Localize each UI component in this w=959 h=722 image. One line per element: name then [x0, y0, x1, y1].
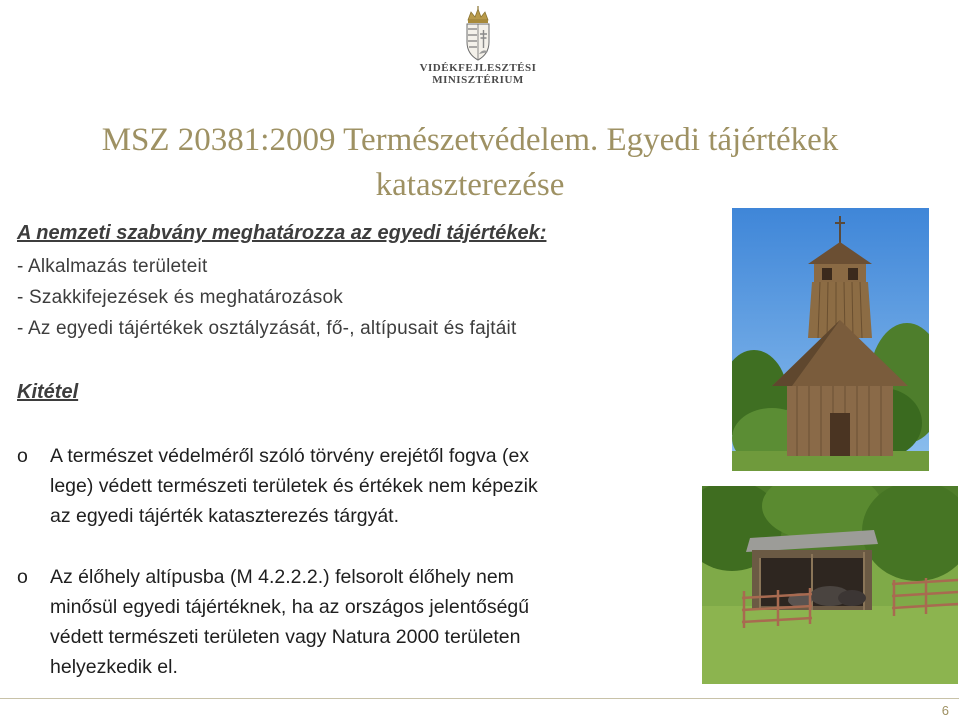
logo-text-line1: VIDÉKFEJLESZTÉSI — [419, 62, 537, 74]
logo-text-line2: MINISZTÉRIUM — [432, 74, 524, 86]
footer-divider — [0, 698, 959, 699]
slide-title-line2: kataszterezése — [375, 167, 565, 203]
bullet-marker: o — [17, 566, 28, 588]
ministry-logo — [413, 6, 543, 96]
bell-tower-photo — [732, 208, 929, 471]
bullet-1-line-3: az egyedi tájérték kataszterezés tárgyát. — [50, 505, 400, 527]
animal-shelter-photo — [702, 486, 958, 684]
dash-item-2: - Szakkifejezések és meghatározások — [17, 287, 343, 308]
coat-of-arms-icon — [463, 6, 493, 62]
slide-title — [20, 118, 920, 208]
slide-title-line1: MSZ 20381:2009 Természetvédelem. Egyedi tájértékek — [101, 122, 839, 158]
bullet-1-line-2: lege) védett természeti területek és értékek nem képezik — [50, 475, 538, 497]
dash-item-3: - Az egyedi tájértékek osztályzását, fő-, altípusait és fajtáit — [17, 318, 517, 339]
dash-item-1: - Alkalmazás területeit — [17, 256, 208, 277]
bullet-2-line-2: minősül egyedi tájértéknek, ha az országos jelentőségű — [50, 596, 530, 618]
kitetel-heading: Kitétel — [17, 381, 79, 403]
bullet-2-line-3: védett természeti területen vagy Natura 2000 területen — [50, 626, 521, 648]
bullet-1-line-1: A természet védelméről szóló törvény erejétől fogva (ex — [50, 445, 530, 467]
page-number: 6 — [941, 703, 949, 718]
bullet-2-line-4: helyezkedik el. — [50, 656, 178, 678]
intro-heading: A nemzeti szabvány meghatározza az egyedi tájértékek: — [17, 222, 547, 244]
bullet-2-line-1: Az élőhely altípusba (M 4.2.2.2.) felsorolt élőhely nem — [50, 566, 514, 588]
bullet-marker: o — [17, 445, 28, 467]
